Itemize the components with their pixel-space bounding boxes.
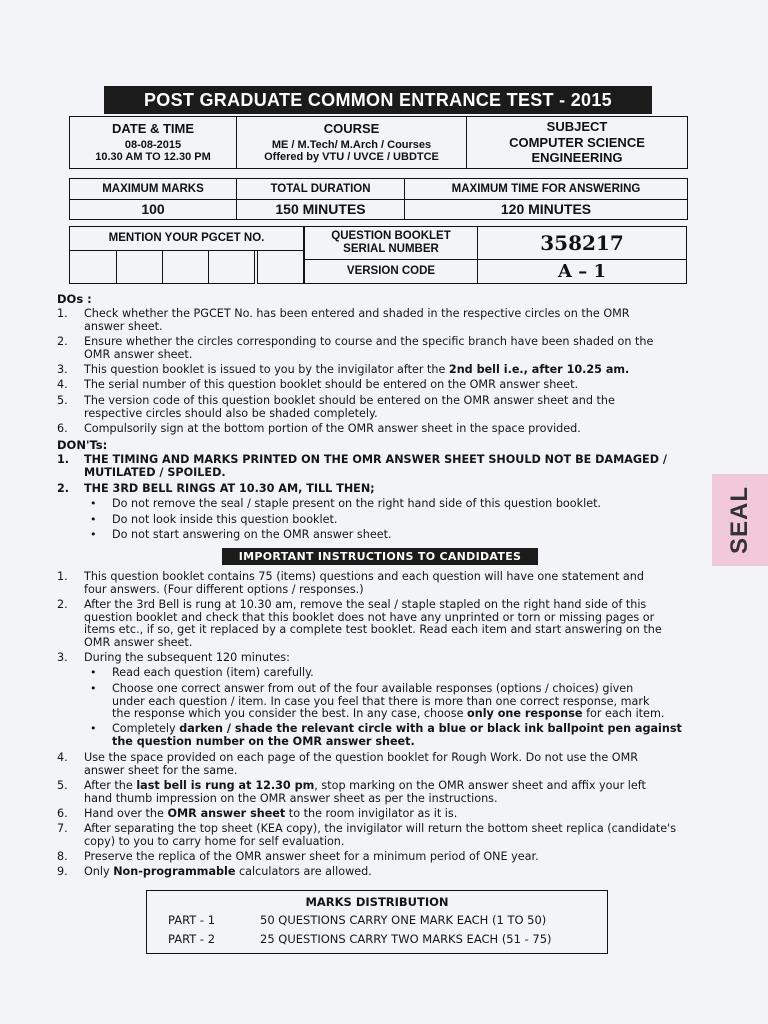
list-number: 5. (57, 779, 68, 792)
dos-heading: DOs : (57, 292, 92, 306)
list-item (84, 599, 662, 649)
pgcet-digit-box[interactable] (116, 250, 163, 284)
version-code: A – 1 (557, 260, 607, 282)
version-label-cell (304, 259, 478, 284)
list-item (84, 571, 644, 596)
total-duration-label: TOTAL DURATION (270, 182, 371, 195)
text-line: Choose one correct answer from out of the four available responses (options / choices) given (112, 682, 634, 695)
list-item (84, 454, 667, 479)
version-code-cell (477, 259, 687, 284)
subject-label: SUBJECT (546, 119, 608, 135)
list-item: Read each question (item) carefully. (112, 666, 314, 679)
max-time-value-cell (404, 199, 688, 220)
list-number: 1. (57, 453, 70, 466)
list-item (84, 823, 676, 848)
list-number: 4. (57, 378, 68, 391)
marks-distribution-title: MARKS DISTRIBUTION (305, 895, 449, 909)
course-line1: ME / M.Tech/ M.Arch / Courses (271, 139, 432, 152)
serial-label-cell (304, 226, 478, 260)
list-item (84, 866, 372, 879)
list-number: 6. (57, 422, 68, 435)
text-line: four answers. (Four different options / responses.) (84, 582, 364, 596)
text-line: OMR answer sheet. (84, 347, 193, 361)
text-line: items etc., if so, get it replaced by a complete test booklet. Read each item and start answering on the (84, 623, 662, 637)
pgcet-label-cell (69, 226, 304, 251)
text-line: Ensure whether the circles corresponding to course and the specific branch have been shaded on the (84, 335, 654, 348)
list-item (84, 364, 629, 377)
max-marks-label: MAXIMUM MARKS (102, 182, 204, 195)
list-item (84, 780, 646, 805)
subject-line2: ENGINEERING (531, 149, 623, 165)
list-item (112, 723, 682, 748)
bullet-icon: • (90, 682, 97, 695)
text-line: Compulsorily sign at the bottom portion of the OMR answer sheet in the space provided. (84, 422, 581, 435)
bullet-icon: • (90, 528, 97, 541)
marks-part-label: PART - 2 (168, 932, 216, 946)
text-segment: the response which you consider the best. In any case, choose (112, 707, 468, 721)
course-cell (236, 116, 467, 169)
list-item: Do not look inside this question booklet. (112, 513, 338, 526)
course-line2: Offered by VTU / UVCE / UBDTCE (264, 151, 439, 164)
text-segment: This question booklet is issued to you by the invigilator after the (84, 363, 449, 376)
max-time-value: 120 MINUTES (500, 200, 592, 217)
list-item: Preserve the replica of the OMR answer sheet for a minimum period of ONE year. (84, 850, 539, 863)
text-bold: Non-programmable (113, 865, 236, 878)
max-marks-value: 100 (141, 200, 165, 217)
exam-time: 10.30 AM TO 12.30 PM (95, 151, 211, 164)
list-number: 8. (57, 850, 68, 863)
subject-line1: COMPUTER SCIENCE (509, 135, 645, 151)
text-line: After separating the top sheet (KEA copy), the invigilator will return the bottom sheet replica (candidate's (84, 822, 677, 835)
list-item: Do not remove the seal / staple present on the right hand side of this question booklet. (112, 497, 602, 510)
pgcet-digit-box[interactable] (257, 250, 304, 284)
pgcet-digit-box[interactable] (208, 250, 255, 284)
text-segment: Completely (112, 722, 180, 735)
list-item (84, 423, 581, 436)
bullet-icon: • (90, 497, 97, 510)
list-item (84, 752, 638, 777)
text-line (112, 708, 664, 721)
course-label: COURSE (323, 120, 380, 136)
text-line: respective circles should also be shaded completely. (84, 406, 378, 420)
list-number: 2. (57, 335, 68, 348)
serial-number-cell (477, 226, 687, 260)
pgcet-label: MENTION YOUR PGCET NO. (108, 232, 265, 245)
text-line: question booklet and check that this booklet does not have any unprinted or torn or missing pages or (84, 610, 655, 624)
text-line: hand thumb impression on the OMR answer sheet as per the instructions. (84, 791, 498, 805)
donts-heading: DON'Ts: (57, 438, 108, 452)
important-heading (222, 548, 538, 565)
max-time-label-cell (404, 178, 688, 200)
text-bold: last bell is rung at 12.30 pm (136, 779, 315, 792)
total-duration-value-cell (236, 199, 405, 220)
list-item (84, 808, 457, 821)
text-line: answer sheet. (84, 319, 163, 333)
list-item (112, 683, 664, 721)
max-time-label: MAXIMUM TIME FOR ANSWERING (451, 182, 641, 195)
marks-part-desc: 50 QUESTIONS CARRY ONE MARK EACH (1 TO 50) (260, 913, 547, 927)
text-line: THE TIMING AND MARKS PRINTED ON THE OMR ANSWER SHEET SHOULD NOT BE DAMAGED / (84, 453, 667, 466)
list-item: During the subsequent 120 minutes: (84, 651, 290, 664)
text-line: answer sheet for the same. (84, 763, 238, 777)
marks-part-label: PART - 1 (168, 913, 216, 927)
list-number: 4. (57, 751, 68, 764)
list-number: 9. (57, 865, 68, 878)
exam-date: 08-08-2015 (124, 139, 182, 152)
text-segment: , stop marking on the OMR answer sheet and affix your left (314, 779, 646, 792)
text-line: Check whether the PGCET No. has been entered and shaded in the respective circles on the OMR (84, 307, 630, 320)
title-text: POST GRADUATE COMMON ENTRANCE TEST - 2015 (143, 89, 612, 110)
max-marks-label-cell (69, 178, 237, 200)
text-line: MUTILATED / SPOILED. (84, 465, 226, 479)
date-time-label: DATE & TIME (111, 120, 195, 136)
seal-label: SEAL (726, 485, 754, 555)
list-item (84, 395, 615, 420)
list-number: 6. (57, 807, 68, 820)
bullet-icon: • (90, 513, 97, 526)
subject-cell (466, 116, 688, 169)
list-number: 2. (57, 482, 70, 495)
important-heading-text: IMPORTANT INSTRUCTIONS TO CANDIDATES (238, 550, 522, 563)
list-number: 7. (57, 822, 68, 835)
list-number: 5. (57, 394, 68, 407)
text-segment: to the room invigilator as it is. (285, 807, 458, 820)
text-bold: only one response (467, 707, 583, 721)
pgcet-digit-box[interactable] (162, 250, 209, 284)
list-number: 3. (57, 651, 68, 664)
text-segment: for each item. (582, 707, 665, 721)
list-number: 3. (57, 363, 68, 376)
list-number: 2. (57, 598, 68, 611)
list-number: 1. (57, 570, 68, 583)
text-segment: Only (84, 865, 114, 878)
text-line: under each question / item. In case you feel that there is more than one correct response, mark (112, 694, 650, 708)
list-item: Do not start answering on the OMR answer sheet. (112, 528, 392, 541)
text-segment: Hand over the (84, 807, 168, 820)
bullet-icon: • (90, 666, 97, 679)
text-bold: darken / shade the relevant circle with a blue or black ink ballpoint pen against (179, 722, 682, 735)
text-bold: OMR answer sheet (167, 807, 286, 820)
text-line: the question number on the OMR answer sheet. (112, 734, 415, 748)
text-line (112, 723, 682, 736)
text-line: Use the space provided on each page of the question booklet for Rough Work. Do not use the OMR (84, 751, 639, 764)
pgcet-digit-box[interactable] (69, 250, 117, 284)
text-segment: calculators are allowed. (235, 865, 372, 878)
serial-number: 358217 (540, 231, 624, 255)
bullet-icon: • (90, 722, 97, 735)
list-item (84, 308, 630, 333)
list-item: THE 3RD BELL RINGS AT 10.30 AM, TILL THEN; (84, 482, 375, 495)
total-duration-label-cell (236, 178, 405, 200)
list-item (84, 379, 578, 392)
text-line: copy) to you to carry home for self evaluation. (84, 834, 345, 848)
max-marks-value-cell (69, 199, 237, 220)
text-line (84, 780, 646, 793)
serial-label-line2: SERIAL NUMBER (343, 243, 439, 255)
list-number: 1. (57, 307, 68, 320)
seal-sticker[interactable] (712, 474, 768, 566)
text-segment: After the (84, 779, 137, 792)
marks-part-desc: 25 QUESTIONS CARRY TWO MARKS EACH (51 - 75) (260, 932, 552, 946)
list-item (84, 336, 653, 361)
text-line: After the 3rd Bell is rung at 10.30 am, remove the seal / staple stapled on the right hand side of this (84, 598, 647, 611)
text-line: The serial number of this question booklet should be entered on the OMR answer sheet. (84, 378, 579, 391)
text-line: The version code of this question booklet should be entered on the OMR answer sheet and the (84, 394, 615, 407)
page-title (104, 86, 652, 114)
text-bold: 2nd bell i.e., after 10.25 am. (448, 363, 630, 376)
text-line: This question booklet contains 75 (items) questions and each question will have one statement and (84, 570, 644, 583)
serial-label-line1: QUESTION BOOKLET (331, 230, 451, 243)
total-duration-value: 150 MINUTES (275, 200, 366, 217)
version-label: VERSION CODE (346, 265, 436, 278)
text-line: OMR answer sheet. (84, 635, 193, 649)
date-time-cell (69, 116, 237, 169)
